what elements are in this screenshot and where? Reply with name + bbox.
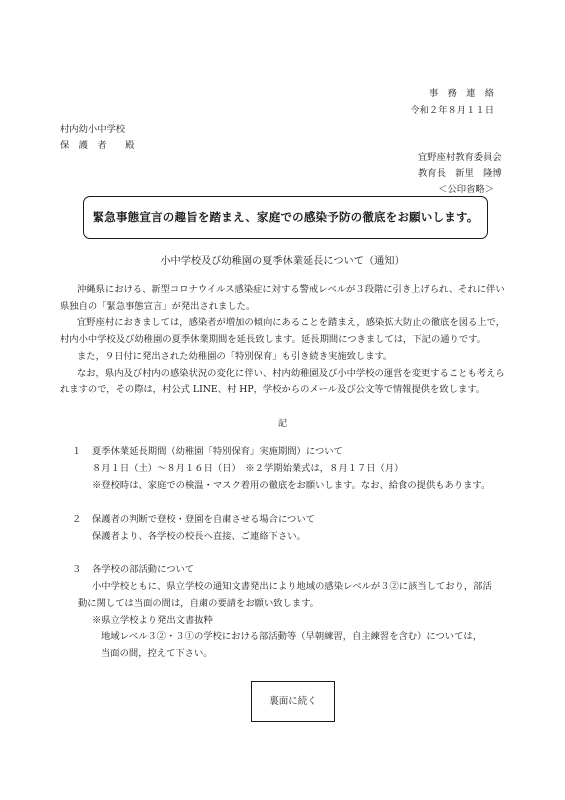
- item-heading: 各学校の部活動について: [92, 564, 195, 575]
- emergency-banner: [83, 196, 488, 239]
- recipient-organization: 村内幼小中学校: [60, 124, 126, 135]
- document-title: 小中学校及び幼稚園の夏季休業延長について（通知）: [160, 256, 405, 267]
- item-number: ３: [72, 564, 82, 575]
- item-line: ※県立学校より発出文書抜粋: [92, 615, 213, 626]
- body-line: なお，県内及び村内の感染状況の変化に伴い、村内幼稚園及び小中学校の運営を変更することも考えら: [77, 368, 505, 379]
- item-line: 動に関しては当面の間は，自粛の要請をお願い致します。: [78, 598, 319, 609]
- body-line: また，９日付に発出された幼稚園の「特別保育」も引き続き実施致します。: [77, 351, 393, 362]
- body-line: れますので，その際は，村公式 LINE、村 HP，学校からのメール及び公文等で情報提供を致します。: [60, 384, 486, 395]
- document-type: 事 務 連 絡: [428, 88, 494, 99]
- sender-person: 教育長 新里 隆博: [418, 168, 502, 179]
- issue-date: 令和２年８月１１日: [410, 105, 494, 116]
- item-line: 当面の間，控えて下さい。: [101, 648, 213, 659]
- item-line: 地域レベル３②・３①の学校における部活動等（早朝練習，自主練習を含む）については，: [101, 631, 482, 642]
- continued-on-back-label: 裏面に続く: [269, 696, 317, 707]
- item-line: ※登校時は、家庭での検温・マスク着用の徹底をお願いします。なお、給食の提供もあります。: [92, 480, 491, 491]
- continued-on-back-box: [251, 681, 335, 722]
- item-number: １: [72, 446, 82, 457]
- body-line: 沖縄県における、新型コロナウイルス感染症に対する警戒レベルが３段階に引き上げられ、それに伴い: [77, 284, 505, 295]
- ki-marker: 記: [277, 418, 288, 429]
- item-heading: 保護者の判断で登校・登園を自粛させる場合について: [92, 514, 315, 525]
- body-line: 県独自の「緊急事態宣言」が発出されました。: [60, 301, 256, 312]
- body-line: 村内小中学校及び幼稚園の夏季休業期間を延長致します。延長期間につきましては，下記の通りです。: [60, 334, 486, 345]
- item-line: 小中学校ともに、県立学校の通知文書発出により地域の感染レベルが３②に該当しており，部活: [92, 581, 492, 592]
- seal-omitted-note: ＜公印省略＞: [438, 184, 494, 195]
- item-number: ２: [72, 514, 82, 525]
- recipient-person: 保 護 者 殿: [60, 140, 135, 151]
- body-line: 宜野座村におきましては，感染者が増加の傾向にあることを踏まえ，感染拡大防止の徹底を図る上で，: [77, 317, 506, 328]
- banner-text: 緊急事態宣言の趣旨を踏まえ、家庭での感染予防の徹底をお願いします。: [92, 210, 479, 224]
- item-line: ８月１日（土）～８月１６日（日） ※２学期始業式は，８月１７日（月）: [92, 463, 404, 474]
- sender-organization: 宜野座村教育委員会: [418, 152, 502, 163]
- item-line: 保護者より、各学校の校長へ直接、ご連絡下さい。: [92, 531, 306, 542]
- item-heading: 夏季休業延長期間（幼稚園「特別保育」実施期間）について: [92, 446, 343, 457]
